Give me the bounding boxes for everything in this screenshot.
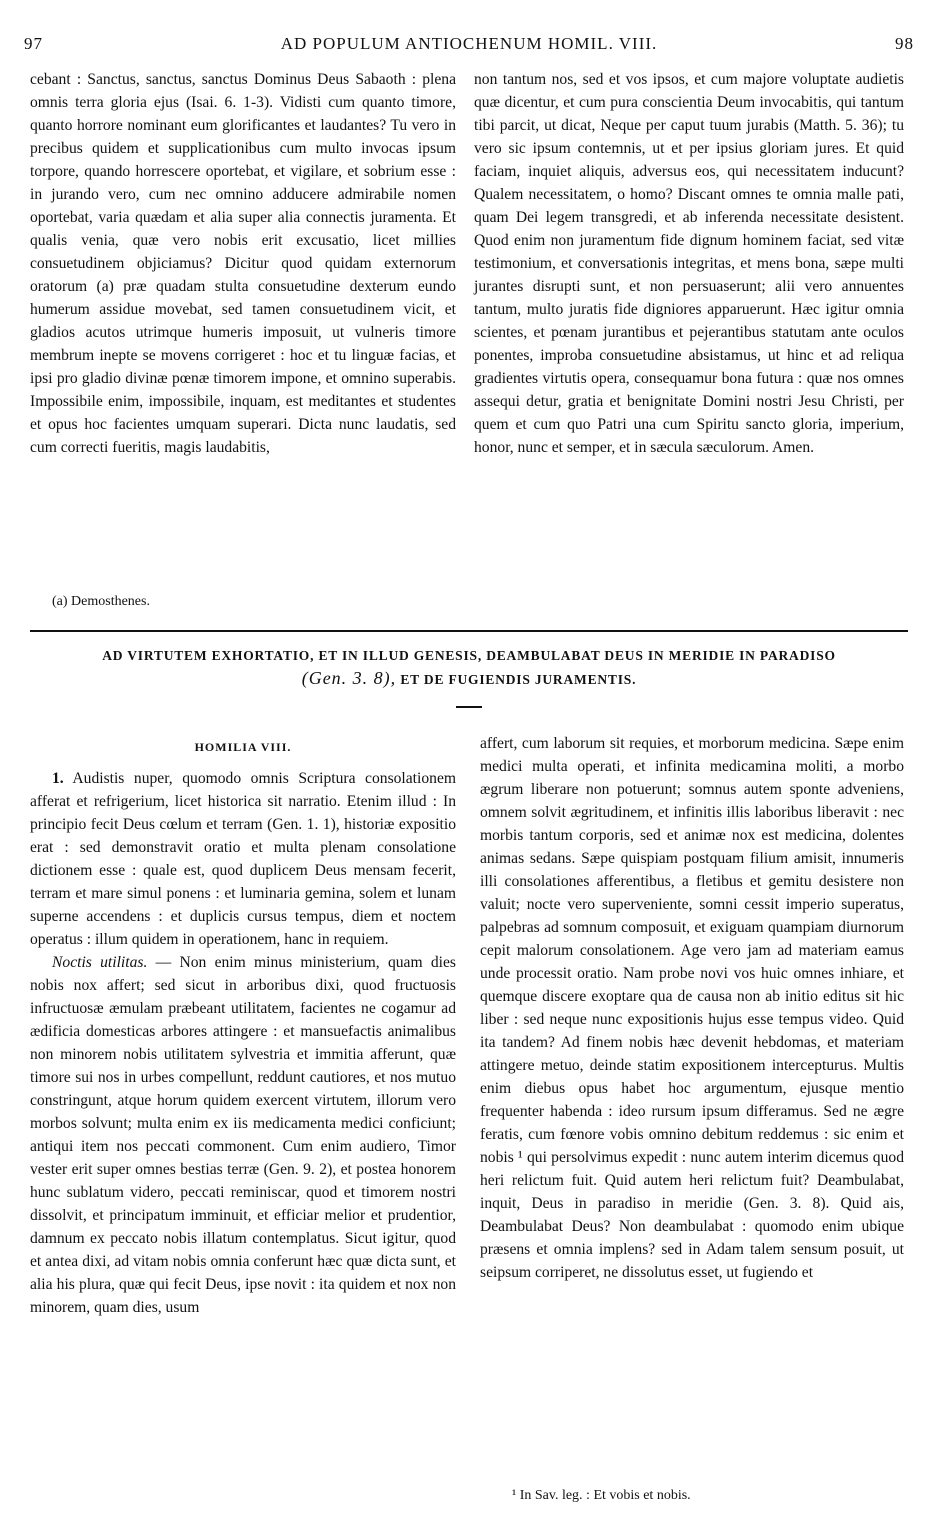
paragraph [30, 951, 456, 1319]
homily-number: HOMILIA VIII. [194, 740, 292, 754]
column-right-top [474, 68, 904, 459]
column-left-bottom [30, 732, 456, 1319]
column-left-top [30, 68, 456, 459]
heading-subtitle: ET DE FUGIENDIS JURAMENTIS. [400, 672, 637, 687]
heading-dash [456, 706, 482, 708]
paragraph-text: — Non enim minus ministerium, quam dies nobis nox affert; sed sicut in arboribus dixi, quod fructuosis infructuosæ æmulam præbeant utilitatem, facientes ne cogamur ad ædificia domesticas arbores attingere : et mansuefactis animalibus non minorem nobis utilitatem sylvestria et immitia afferunt, quæ timore sui nos in urbes compellunt, reddunt cautiores, et nos mutuo constringunt, atque horum quidem exercent virtutem, illorum vero morbos solvunt; multa enim ex iis medicamenta medici conficiunt; antiqui item nos peccati commonent. Cum enim audiero, Timor vester erit super omnes bestias terræ (Gen. 9. 2), et postea honorem hunc sublatum videro, peccati reminiscar, quod et timorem nostri dissolvit, et principatum imminuit, et efficiar melior et prudentior, damnum ex peccato nobis illatum contemplatus. Sicut igitur, quod et antea dixi, ad vitam nobis omnia conferunt hæc quæ dicta sunt, et alia his plura, quæ qui fecit Deus, ipse novit : ita quidem et nox non minorem, quam dies, usum [30, 954, 456, 1316]
running-title: AD POPULUM ANTIOCHENUM HOMIL. VIII. [280, 34, 658, 53]
paragraph: affert, cum laborum sit requies, et morborum medicina. Sæpe enim medici multa operati, et infinita medicamina moliti, a morbo ægrum liberare non potuerunt; somnus autem sponte adveniens, omnem solvit ægritudinem, et infinitis illis laboribus liberavit : nec morbis tantum corporis, sed et animæ nox est medicina, dolentes animas sedans. Sæpe quispiam postquam filium amisit, innumeris illi consolationes afferentibus, a fletibus et gemitu desistere non valuit; nocte vero superveniente, somni cessit imperio superatus, palpebras ad somnum composuit, et exiguam quampiam diurnorum cepit malorum consolationem. Age vero jam ad materiam eamus unde processit oratio. Nam probe novi vos huic omnes inhiare, et quemque discere exoptare qua de causa non ab initio editus sit hic liber : sed neque nunc expositionis hujus esse tempus video. Quid ita tandem? Ad finem nobis hæc devenit hebdomas, et materiam attingere metuo, deinde statim expositionem intercepturus. Multis enim diebus opus habet hoc argumentum, ejusque mentio frequenter habenda : ideo rursum ipsum differamus. Sed ne ægre feratis, cum fœnore vobis omnino debitum reddemus : sic enim et nobis ¹ qui persolvimus expedit : nunc autem interim dicemus quod heri relictum fuit. Quid autem heri relictum fuit? Deambulabat, inquit, Deus in paradiso in meridie (Gen. 3. 8). Quid ais, Deambulabat Deus? Non deambulabat : quomodo enim ubique præsens et omnia implens? sed in Adam talem sensum posuit, ut seipsum corriperet, ne dissolutus esset, ut fugiendo et [480, 735, 904, 1281]
section-divider [30, 630, 908, 632]
section-number: 1. [52, 770, 64, 787]
heading-line-2 [30, 667, 908, 691]
page-number-right: 98 [895, 34, 914, 53]
column-right-bottom [480, 732, 904, 1284]
paragraph: cebant : Sanctus, sanctus, sanctus Dominus Deus Sabaoth : plena omnis terra gloria ejus (Isai. 6. 1-3). Vidisti cum quanto timore, quanto horrore nominant eum glorificantes et laudantes? Tu vero in precibus quidem et supplicationibus cum multo invocas ipsum torpore, quando horrescere oportebat, et vigilare, et sobrium esse : in jurando vero, cum nec omnino adducere admirabile nomen oportebat, varia quædam et alia super alia connectis juramenta. Et qualis venia, quæ vero nobis erit excusatio, licet millies consuetudinem objiciamus? Dicitur quod quidam externorum oratorum (a) præ quadam stulta consuetudine dexterum eundo humerum assidue movebat, sed tamen consuetudinem vicit, et gladios acutos utrimque humeris imposuit, ut vulneris timore membrum inepte se movens corrigeret : hoc et tu linguæ facias, et ipsi pro gladio divinæ pœnæ timorem impone, et omnino superabis. Impossibile enim, impossibile, inquam, est meditantes et studentes et opus hoc facientes umquam superari. Dicta nunc laudatis, sed cum correcti fueritis, magis laudabitis, [30, 71, 456, 456]
homily-heading [30, 645, 908, 691]
heading-line-1: AD VIRTUTEM EXHORTATIO, ET IN ILLUD GENESIS, DEAMBULABAT DEUS IN MERIDIE IN PARADISO [102, 648, 836, 663]
paragraph: non tantum nos, sed et vos ipsos, et cum majore voluptate audietis quæ dicentur, et cum pura conscientia Deum invocabitis, qui tantum tibi parcit, ut dicat, Neque per caput tuum jurabis (Matth. 5. 36); tu vero sic ipsum contemnis, ut et per ipsius gloriam jures. Et quid faciam, inquiet aliquis, adversus eos, qui necessitatem inducunt? Qualem necessitatem, o homo? Discant omnes te omnia malle pati, quam Dei legem transgredi, et ab inferenda necessitate desistent. Quod enim non juramentum fide dignum hominem faciat, sed vitæ testimonium, et conversationis integritas, et mens bona, sæpe multi jurantes disrupti sunt, et non persuaserunt; alii vero annuentes tantum, multo juratis fide digniores apparuerunt. Hæc igitur omnia scientes, et pœnam jurantibus et pejerantibus statutam ante oculos ponentes, improba consuetudine absistamus, ut hinc et ad reliqua gradientes virtutis opera, consequamur bona futura : quæ nos omnes assequi detur, gratia et benignitate Domini nostri Jesu Christi, per quem et cum quo Patri una cum Spiritu sancto gloria, imperium, honor, nunc et semper, et in sæcula sæculorum. Amen. [474, 71, 904, 456]
heading-reference: (Gen. 3. 8), [301, 668, 397, 688]
footnote-1: ¹ In Sav. leg. : Et vobis et nobis. [512, 1488, 691, 1503]
paragraph [30, 767, 456, 951]
running-header [24, 34, 914, 60]
page-number-left: 97 [24, 34, 43, 53]
side-label: Noctis utilitas. [52, 954, 148, 971]
footnote-a: (a) Demosthenes. [52, 594, 150, 609]
paragraph-text: Audistis nuper, quomodo omnis Scriptura consolationem afferat et refrigerium, licet historica sit narratio. Etenim illud : In principio fecit Deus cœlum et terram (Gen. 1. 1), historiæ expositio erat : sed demonstravit oratio et multa plenam consolatione dictionem esse : quale est, quod duplicem Deus mensam fecerit, terram et mare simul ponens : et luminaria gemina, solem et lunam superne accendens : et duplicis cursus tempus, diem et noctem operatus : illum quidem in operationem, hanc in requiem. [30, 770, 456, 948]
